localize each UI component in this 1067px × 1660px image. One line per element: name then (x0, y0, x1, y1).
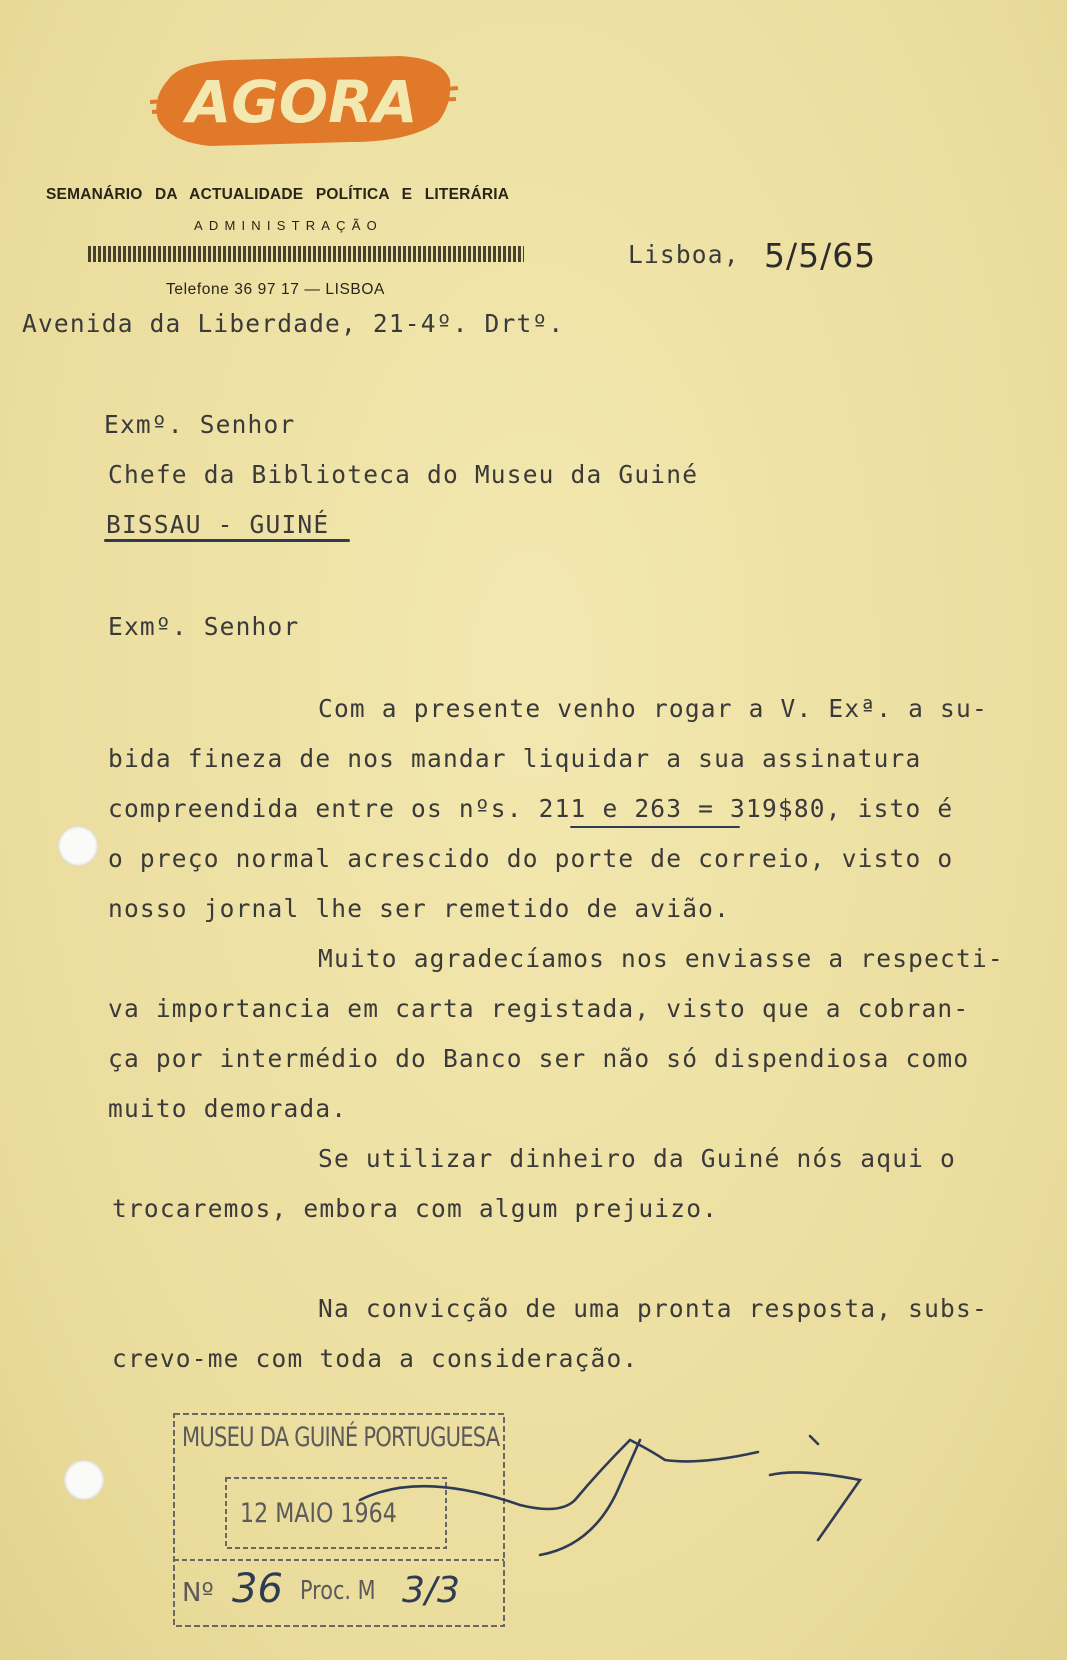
body-line: crevo-me com toda a consideração. (112, 1344, 639, 1373)
museum-receipt-stamp (168, 1400, 508, 1630)
date-value: 5/5/65 (764, 236, 877, 275)
masthead-subtitle: SEMANÁRIO DA ACTUALIDADE POLÍTICA E LITERÁRIA (46, 186, 510, 203)
body-line: Muito agradecíamos nos enviasse a respecti- (318, 944, 1004, 973)
department-label: ADMINISTRAÇÃO (194, 218, 383, 233)
recipient-salutation: Exmº. Senhor (104, 410, 296, 439)
new-address: Avenida da Liberdade, 21-4º. Drtº. (22, 309, 565, 338)
punch-hole (58, 826, 98, 866)
stamp-process-label: Proc. M (300, 1576, 376, 1606)
stamp-number-value: 36 (232, 1566, 283, 1612)
recipient-title: Chefe da Biblioteca do Museu da Guiné (108, 460, 699, 489)
stamp-institution: MUSEU DA GUINÉ PORTUGUESA (182, 1422, 500, 1453)
greeting: Exmº. Senhor (108, 612, 300, 641)
body-line: Com a presente venho rogar a V. Exª. a su- (318, 694, 988, 723)
location-underline (104, 539, 350, 542)
body-line: nosso jornal lhe ser remetido de avião. (108, 894, 731, 923)
body-line: muito demorada. (108, 1094, 348, 1123)
phone-line: Telefone 36 97 17 — LISBOA (166, 281, 385, 298)
stamp-process-value: 3/3 (402, 1570, 460, 1611)
body-line: ça por intermédio do Banco ser não só dispendiosa como (108, 1044, 970, 1073)
stamp-number-label: Nº (182, 1578, 214, 1608)
body-line: bida fineza de nos mandar liquidar a sua assinatura (108, 744, 922, 773)
body-line: Na convicção de uma pronta resposta, subs- (318, 1294, 988, 1323)
logo-text: AGORA (186, 68, 418, 136)
body-line: Se utilizar dinheiro da Guiné nós aqui o (318, 1144, 957, 1173)
recipient-location: BISSAU - GUINÉ (106, 510, 330, 539)
body-line: compreendida entre os nºs. 211 e 263 = 319$80, isto é (108, 794, 954, 823)
agora-logo (150, 50, 460, 150)
body-line: trocaremos, embora com algum prejuizo. (112, 1194, 719, 1223)
date-place: Lisboa, (628, 240, 740, 269)
punch-hole (64, 1460, 104, 1500)
body-line: va importancia em carta registada, visto que a cobran- (108, 994, 970, 1023)
amount-underline (570, 826, 740, 828)
body-line: o preço normal acrescido do porte de correio, visto o (108, 844, 954, 873)
stamp-date: 12 MAIO 1964 (240, 1498, 397, 1529)
